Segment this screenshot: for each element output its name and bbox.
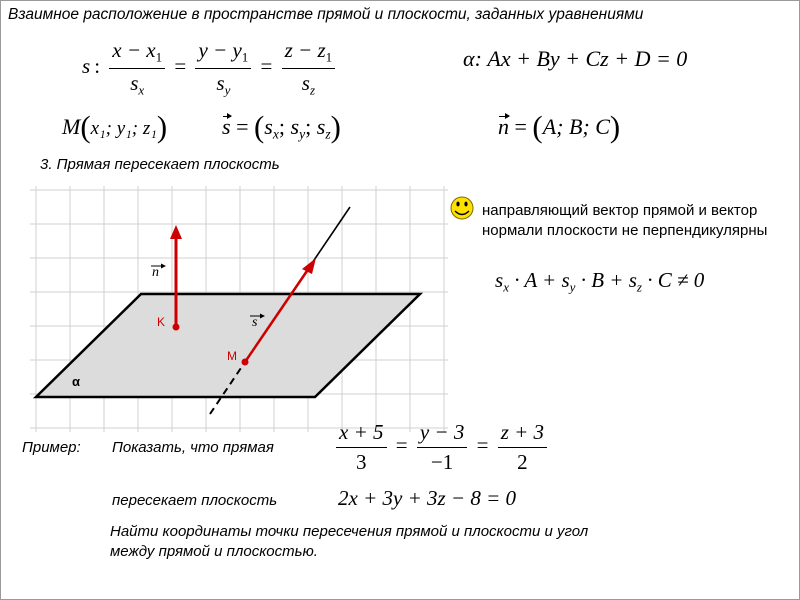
vector-n-label: n [152, 265, 159, 280]
point-m [242, 359, 249, 366]
point-equation: M(x₁; y₁; z₁) [62, 110, 168, 144]
vector-s-symbol: s [222, 113, 231, 139]
fraction-z: $\frac{z - z_1}{s_z}$ [282, 38, 336, 98]
example-line-equation: $\frac{x + 5}{3}$ = $\frac{y - 3}{-1}$ = $\frac{z + 3}{2}$ [336, 420, 547, 475]
point-k [173, 324, 180, 331]
vector-s-label: s [252, 315, 258, 330]
example-fraction-z: $\frac{z + 3}{2}$ [498, 420, 547, 475]
direction-vector-arrowhead [302, 258, 316, 274]
normal-vector-equation: n = (A; B; C) [498, 110, 621, 144]
plane-alpha-label: α [72, 374, 80, 389]
point-m-label: M [227, 349, 237, 363]
example-text-line: Показать, что прямая [112, 439, 274, 456]
plane-alpha [36, 294, 420, 397]
slide-title: Взаимное расположение в пространстве прямой и плоскости, заданных уравнениями [8, 6, 644, 23]
example-task: Найти координаты точки пересечения прямой и плоскости и угол между прямой и плоскостью. [110, 523, 589, 560]
case-heading: 3. Прямая пересекает плоскость [40, 156, 280, 173]
smiley-face-icon [451, 197, 473, 219]
line-equation: s : $\frac{x - x_1}{s_x}$ = $\frac{y - y_1}{s_y}$ = $\frac{z - z_1}{s_z}$ [82, 38, 335, 98]
vector-n-label-arrowhead [161, 264, 166, 269]
point-k-label: K [157, 315, 166, 329]
fraction-y: $\frac{y - y_1}{s_y}$ [195, 38, 251, 98]
colon: : [94, 53, 101, 78]
line-name: s [82, 53, 91, 78]
vector-n-symbol: n [498, 113, 509, 139]
example-fraction-y: $\frac{y - 3}{-1}$ [417, 420, 468, 475]
direction-vector-equation: $s = (s_x$; $s_y$; $s_z$) [222, 110, 341, 144]
example-label: Пример: [22, 439, 81, 456]
example-plane-equation: 2x + 3y + 3z − 8 = 0 [338, 486, 516, 510]
example-fraction-x: $\frac{x + 5}{3}$ [336, 420, 387, 475]
plane-equation: α: Ax + By + Cz + D = 0 [463, 46, 688, 71]
fraction-x: $\frac{x - x_1}{s_x}$ [109, 38, 165, 98]
condition-formula: $s_x \cdot A + s_y \cdot B + s_z \cdot C \ne 0$ [495, 268, 705, 295]
condition-text: направляющий вектор прямой и вектор нормали плоскости не перпендикулярны [482, 202, 768, 239]
example-text-plane: пересекает плоскость [112, 492, 278, 509]
